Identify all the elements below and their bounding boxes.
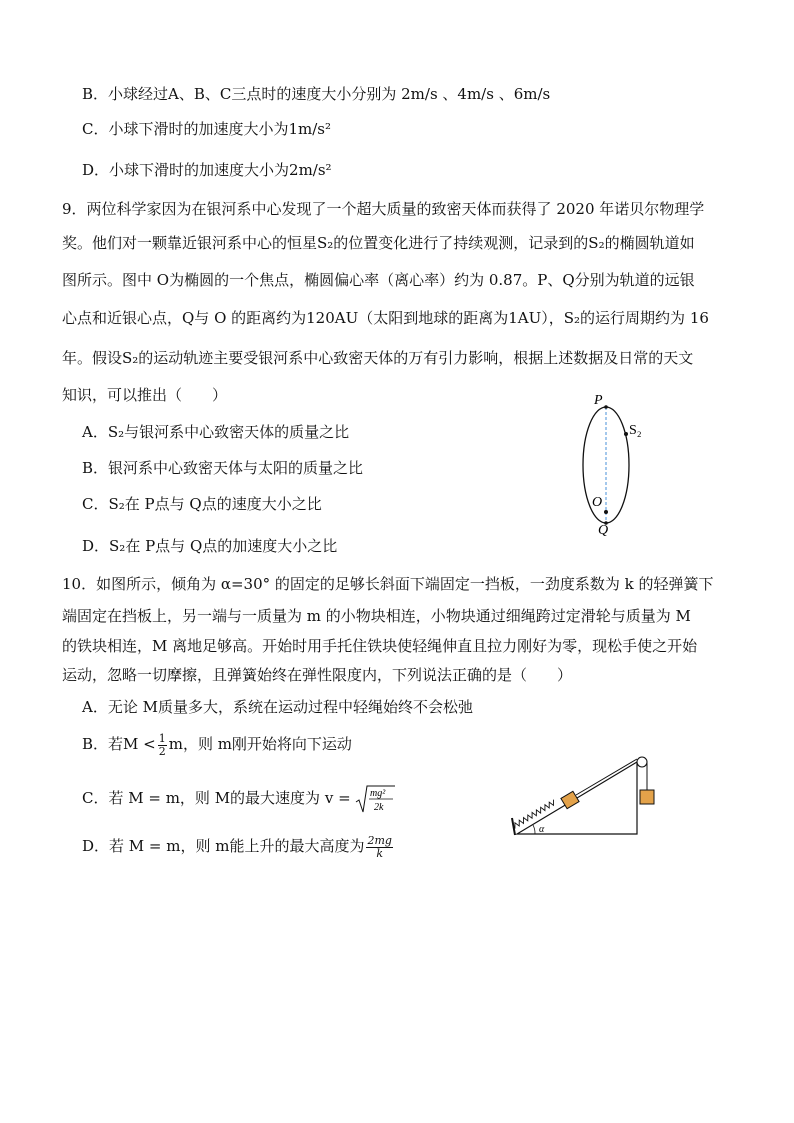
q9-line-6: 知识，可以推出（ ）: [62, 386, 228, 404]
angle-arc: [533, 825, 535, 834]
q9-option-d: D．S₂在 P点与 Q点的加速度大小之比: [82, 537, 338, 555]
frac-numerator: 1: [158, 731, 166, 745]
q10-line-1: 10．如图所示，倾角为 α=30° 的固定的足够长斜面下端固定一挡板，一劲度系数为 k 的轻弹簧下: [62, 575, 714, 593]
q10-option-b: [82, 732, 352, 758]
q9-option-a: A．S₂与银河系中心致密天体的质量之比: [82, 423, 350, 441]
q9-option-c: C．S₂在 P点与 Q点的速度大小之比: [82, 495, 322, 513]
q10-option-d-pre: D．若 M = m，则 m能上升的最大高度为: [82, 837, 365, 855]
q10-line-4: 运动，忽略一切摩擦，且弹簧始终在弹性限度内，下列说法正确的是（ ）: [62, 666, 573, 684]
q9-line-2: 奖。他们对一颗靠近银河系中心的恒星S₂的位置变化进行了持续观测，记录到的S₂的椭圆轨道如: [62, 234, 695, 252]
q10-option-c-pre: C．若 M = m，则 M的最大速度为 v =: [82, 789, 351, 807]
frac-denominator: k: [376, 846, 384, 860]
q9-option-b: B．银河系中心致密天体与太阳的质量之比: [82, 459, 364, 477]
q8-option-b: B．小球经过A、B、C三点时的速度大小分别为 2m/s 、4m/s 、6m/s: [82, 85, 551, 103]
label-o: O: [592, 495, 603, 510]
frac-numerator: 2mg: [367, 833, 392, 847]
label-p: P: [594, 393, 603, 408]
q8-option-c: C．小球下滑时的加速度大小为1m/s²: [82, 120, 332, 138]
incline-diagram: [505, 752, 665, 842]
q10-option-b-post: m，则 m刚开始将向下运动: [168, 735, 352, 753]
label-s2: S₂: [629, 423, 642, 438]
sqrt-expression: [355, 784, 395, 814]
star-s2: [624, 432, 628, 436]
q10-option-d: [82, 834, 395, 860]
q10-option-a: A．无论 M质量多大，系统在运动过程中轻绳始终不会松弛: [82, 698, 473, 716]
q9-line-4: 心点和近银心点，Q与 O 的距离约为120AU（太阳到地球的距离为1AU），S₂的运行周期约为 16: [62, 309, 709, 327]
sqrt-sign-icon: [355, 784, 395, 814]
q9-line-3: 图所示。图中 O为椭圆的一个焦点，椭圆偏心率（离心率）约为 0.87。P、Q分别为轨道的远银: [62, 271, 695, 289]
sqrt-numerator: mg²: [370, 788, 386, 799]
q10-line-3: 的铁块相连，M 离地足够高。开始时用手托住铁块使轻绳伸直且拉力刚好为零，现松手使之开始: [62, 637, 698, 655]
focus-o: [604, 510, 608, 514]
fraction-2mg-k: [366, 835, 392, 860]
block-big-m: [640, 790, 654, 804]
q8-option-d: D．小球下滑时的加速度大小为2m/s²: [82, 161, 332, 179]
frac-denominator: 2: [158, 744, 166, 758]
label-q: Q: [598, 523, 609, 536]
q9-line-1: 9．两位科学家因为在银河系中心发现了一个超大质量的致密天体而获得了 2020 年诺贝尔物理学: [62, 200, 705, 218]
q9-line-5: 年。假设S₂的运动轨迹主要受银河系中心致密天体的万有引力影响，根据上述数据及日常的天文: [62, 349, 694, 367]
label-alpha: α: [539, 824, 545, 835]
point-p: [604, 405, 608, 409]
sqrt-denominator: 2k: [374, 802, 384, 813]
q10-option-c: [82, 784, 395, 814]
orbit-diagram: [570, 388, 660, 536]
rope-incline: [576, 759, 637, 795]
q10-line-2: 端固定在挡板上，另一端与一质量为 m 的小物块相连，小物块通过细绳跨过定滑轮与质量为 M: [62, 607, 691, 625]
pulley: [637, 757, 647, 767]
q10-option-b-pre: B．若M <: [82, 735, 156, 753]
fraction-one-half: [158, 733, 167, 758]
